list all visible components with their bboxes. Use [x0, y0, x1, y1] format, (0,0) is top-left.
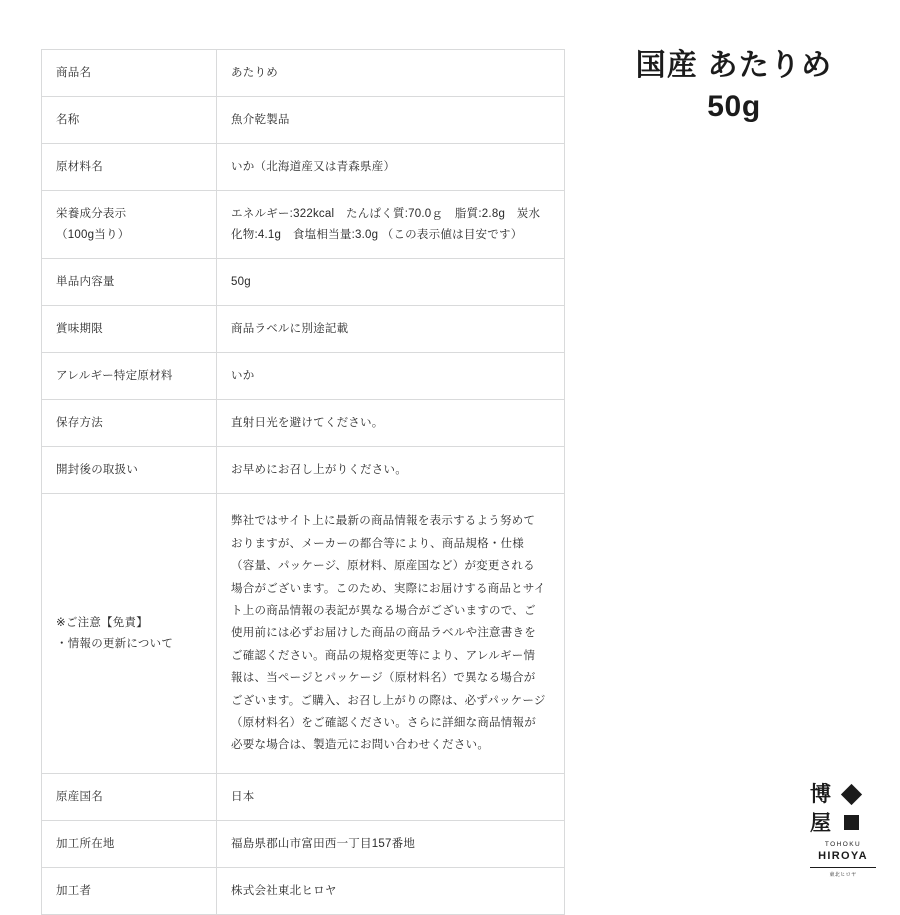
row-label: [42, 50, 217, 97]
row-label: [42, 97, 217, 144]
logo-romaji-main: HIROYA: [818, 849, 868, 862]
table-row: [42, 191, 565, 258]
logo-kanji-first: 博: [810, 782, 831, 806]
row-label: [42, 305, 217, 352]
label-text: 賞味期限: [56, 322, 103, 335]
row-value: 50g: [217, 258, 565, 305]
logo-square-icon: [844, 815, 859, 830]
row-value: 日本: [217, 773, 565, 820]
table-row: [42, 400, 565, 447]
table-row-disclaimer: [42, 494, 565, 774]
row-value: 商品ラベルに別途記載: [217, 305, 565, 352]
row-label: [42, 191, 217, 258]
row-value: あたりめ: [217, 50, 565, 97]
row-value: 弊社ではサイト上に最新の商品情報を表示するよう努めておりますが、メーカーの都合等により、商品規格・仕様（容量、パッケージ、原材料、原産国など）が変更される場合がございます。このため、実際にお届けする商品とサイト上の商品情報の表記が異なる場合がございますので、ご使用前には必ずお届けした商品の商品ラベルや注意書きをご確認ください。商品の規格変更等により、アレルギー情報は、当ページとパッケージ（原材料名）で異なる場合がございます。ご購入、お召し上がりの際は、必ずパッケージ（原材料名）をご確認ください。さらに詳細な商品情報が必要な場合は、製造元にお問い合わせください。: [217, 494, 565, 774]
label-text: 栄養成分表示: [56, 208, 127, 221]
label-text: アレルギー特定原材料: [56, 369, 173, 382]
label-text: ※ご注意【免責】: [56, 617, 148, 630]
table-row: [42, 352, 565, 399]
table-row: [42, 258, 565, 305]
label-subtext: ・情報の更新について: [56, 637, 174, 650]
row-label: [42, 494, 217, 774]
logo-mark-icon: [810, 782, 876, 840]
row-value: 福島県郡山市富田西一丁目157番地: [217, 821, 565, 868]
brand-logo: [806, 782, 880, 878]
table-row: [42, 773, 565, 820]
product-title: [600, 46, 868, 127]
row-label: [42, 773, 217, 820]
table-row: [42, 447, 565, 494]
row-value: いか: [217, 352, 565, 399]
label-subtext: （100g当り）: [56, 228, 130, 241]
table-row: [42, 821, 565, 868]
row-label: [42, 352, 217, 399]
row-label: [42, 258, 217, 305]
row-value: いか（北海道産又は青森県産）: [217, 144, 565, 191]
product-title-line1: 国産 あたりめ: [635, 49, 833, 82]
label-text: 原産国名: [56, 790, 103, 803]
product-title-line2: 50g: [707, 89, 761, 123]
table-row: [42, 97, 565, 144]
label-text: 名称: [56, 114, 80, 127]
label-text: 加工者: [56, 885, 92, 898]
table-row: [42, 144, 565, 191]
row-label: [42, 144, 217, 191]
row-label: [42, 447, 217, 494]
row-value: エネルギー:322kcal たんぱく質:70.0ｇ 脂質:2.8g 炭水化物:4.1g 食塩相当量:3.0g （この表示値は目安です）: [217, 191, 565, 258]
table-row: [42, 305, 565, 352]
logo-subtitle: 東北ヒロヤ: [829, 871, 857, 878]
label-text: 開封後の取扱い: [56, 464, 139, 477]
label-text: 商品名: [56, 67, 92, 79]
row-label: [42, 400, 217, 447]
logo-romaji-top: TOHOKU: [824, 841, 862, 848]
logo-kanji-second: 屋: [810, 811, 831, 835]
product-spec-table: [41, 49, 565, 915]
table-row: [42, 868, 565, 915]
table-body: [42, 50, 565, 915]
logo-diamond-icon: [841, 784, 862, 805]
label-text: 加工所在地: [56, 838, 115, 851]
row-value: 魚介乾製品: [217, 97, 565, 144]
row-value: 株式会社東北ヒロヤ: [217, 868, 565, 915]
logo-divider: [810, 867, 876, 868]
row-label: [42, 868, 217, 915]
label-text: 原材料名: [56, 161, 103, 174]
row-value: 直射日光を避けてください。: [217, 400, 565, 447]
row-value: お早めにお召し上がりください。: [217, 447, 565, 494]
label-text: 単品内容量: [56, 275, 115, 288]
label-text: 保存方法: [56, 417, 103, 429]
row-label: [42, 821, 217, 868]
table-row: [42, 50, 565, 97]
